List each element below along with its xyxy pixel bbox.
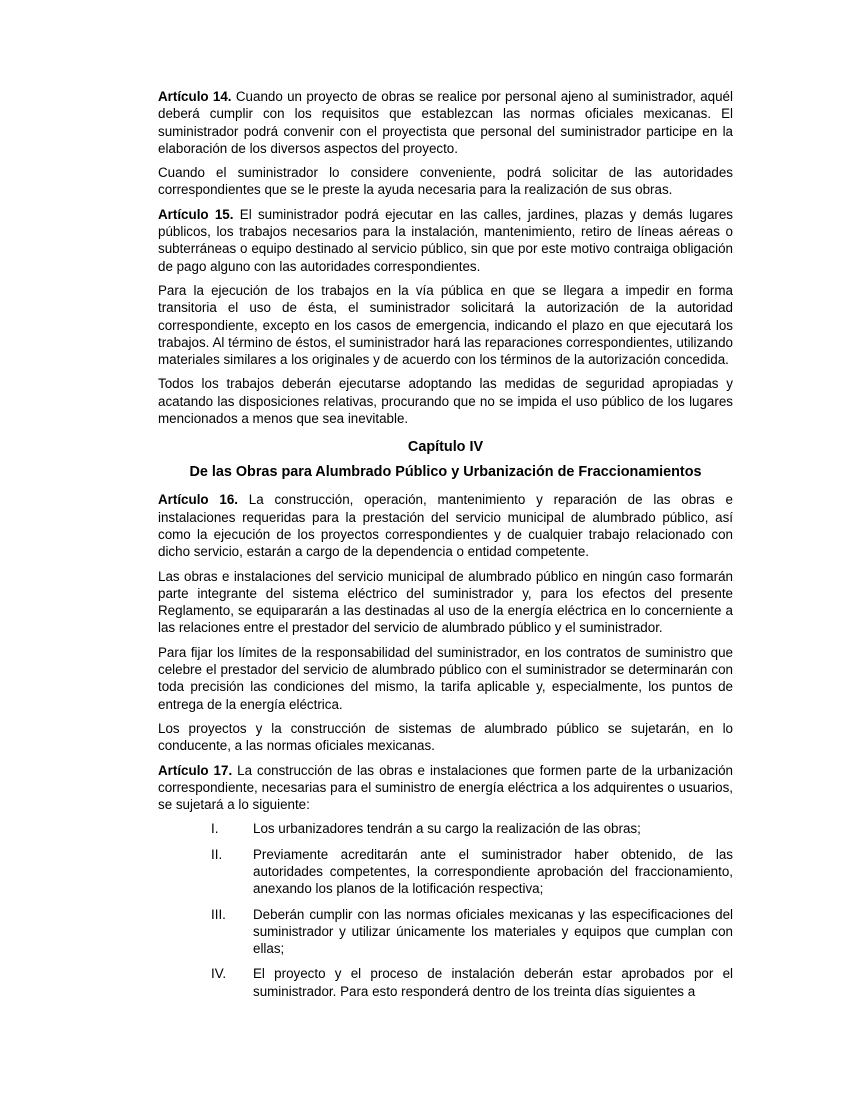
paragraph-text: Todos los trabajos deberán ejecutarse adoptando las medidas de seguridad apropiadas y acatando las disposiciones relativas, procurando que no se impida el uso público de los lugares mencionados a menos que sea inevitable. bbox=[158, 376, 733, 427]
article-14-second-paragraph bbox=[158, 164, 733, 199]
list-item-II-text: Previamente acreditarán ante el suministrador haber obtenido, de las autoridades competentes, la correspondiente aprobación del fraccionamiento, anexando los planos de la lotificación respectiva; bbox=[253, 846, 733, 897]
list-item-III bbox=[158, 906, 733, 958]
article-14-text: Cuando un proyecto de obras se realice por personal ajeno al suministrador, aquél deberá cumplir con los requisitos que establezcan las normas oficiales mexicanas. El suministrador podrá convenir con el proyectista que personal del suministrador participe en la elaboración de los diversos aspectos del proyecto. bbox=[158, 89, 733, 156]
article-16-paragraph bbox=[158, 491, 733, 560]
article-15-third-paragraph bbox=[158, 375, 733, 427]
list-item-IV bbox=[158, 965, 733, 1000]
article-14-label: Artículo 14. bbox=[158, 89, 232, 104]
roman-numeral-III: III. bbox=[211, 906, 226, 922]
roman-numeral-II: II. bbox=[211, 846, 223, 862]
list-item-II bbox=[158, 846, 733, 898]
chapter-iv-heading: Capítulo IV bbox=[407, 439, 484, 456]
list-item-I bbox=[158, 820, 733, 837]
paragraph-text: Los proyectos y la construcción de sistemas de alumbrado público se sujetarán, en lo conducente, a las normas oficiales mexicanas. bbox=[158, 720, 733, 754]
article-16-text: La construcción, operación, mantenimiento y reparación de las obras e instalaciones requeridas para la prestación del servicio municipal de alumbrado público, así como la ejecución de los proyectos correspondientes y de cualquier trabajo relacionado con dicho servicio, estarán a cargo de la dependencia o entidad competente. bbox=[158, 492, 733, 560]
article-15-text: El suministrador podrá ejecutar en las calles, jardines, plazas y demás lugares públicos, los trabajos necesarios para la instalación, mantenimiento, retiro de líneas aéreas o subterráneas o equipo destinado al servicio público, sin que por este motivo contraiga obligación de pago alguno con las autoridades correspondientes. bbox=[158, 206, 733, 274]
document-text-block bbox=[158, 88, 733, 1008]
article-17-paragraph bbox=[158, 762, 733, 814]
list-item-I-text: Los urbanizadores tendrán a su cargo la realización de las obras; bbox=[253, 821, 641, 837]
article-15-label: Artículo 15. bbox=[158, 206, 234, 222]
roman-numeral-IV: IV. bbox=[211, 966, 227, 982]
paragraph-text: Para la ejecución de los trabajos en la vía pública en que se llegara a impedir en forma transitoria el uso de ésta, el suministrador solicitará la autorización de la autoridad correspondiente, excepto en los casos de emergencia, indicando el plazo en que ejecutará los trabajos. Al término de éstos, el suministrador hará las reparaciones correspondientes, utilizando materiales similares a los originales y de acuerdo con los términos de la autorización concedida. bbox=[158, 282, 733, 368]
article-16-third-paragraph bbox=[158, 644, 733, 713]
article-16-second-paragraph bbox=[158, 568, 733, 637]
article-17-text: La construcción de las obras e instalaciones que formen parte de la urbanización correspondiente, necesarias para el suministro de energía eléctrica a los adquirentes o usuarios, se sujetará a lo siguiente: bbox=[158, 762, 733, 813]
article-17-label: Artículo 17. bbox=[158, 762, 233, 778]
chapter-iv-title: De las Obras para Alumbrado Público y Urbanización de Fraccionamientos bbox=[189, 464, 702, 481]
paragraph-text: Para fijar los límites de la responsabilidad del suministrador, en los contratos de suministro que celebre el prestador del servicio de alumbrado público con el suministrador se determinarán con toda precisión las condiciones del mismo, la tarifa aplicable y, especialmente, los puntos de entrega de la energía eléctrica. bbox=[158, 644, 733, 712]
roman-numeral-I: I. bbox=[211, 821, 219, 837]
paragraph-text: Las obras e instalaciones del servicio municipal de alumbrado público en ningún caso formarán parte integrante del sistema eléctrico del suministrador y, para los efectos del presente Reglamento, se equipararán a las destinadas al uso de la energía eléctrica en lo concerniente a las relaciones entre el prestador del servicio de alumbrado público y el suministrador. bbox=[158, 568, 733, 636]
article-17-roman-list bbox=[158, 820, 733, 1000]
article-14-paragraph bbox=[158, 88, 733, 157]
list-item-IV-text: El proyecto y el proceso de instalación deberán estar aprobados por el suministrador. Para esto responderá dentro de los treinta días siguientes a bbox=[253, 966, 733, 999]
article-16-label: Artículo 16. bbox=[158, 492, 238, 508]
article-16-fourth-paragraph bbox=[158, 720, 733, 755]
paragraph-text: Cuando el suministrador lo considere conveniente, podrá solicitar de las autoridades correspondientes que se le preste la ayuda necesaria para la realización de sus obras. bbox=[158, 165, 733, 198]
list-item-III-text: Deberán cumplir con las normas oficiales mexicanas y las especificaciones del suministrador y utilizar únicamente los materiales y equipos que cumplan con ellas; bbox=[253, 906, 733, 957]
article-15-second-paragraph bbox=[158, 282, 733, 368]
article-15-paragraph bbox=[158, 206, 733, 275]
